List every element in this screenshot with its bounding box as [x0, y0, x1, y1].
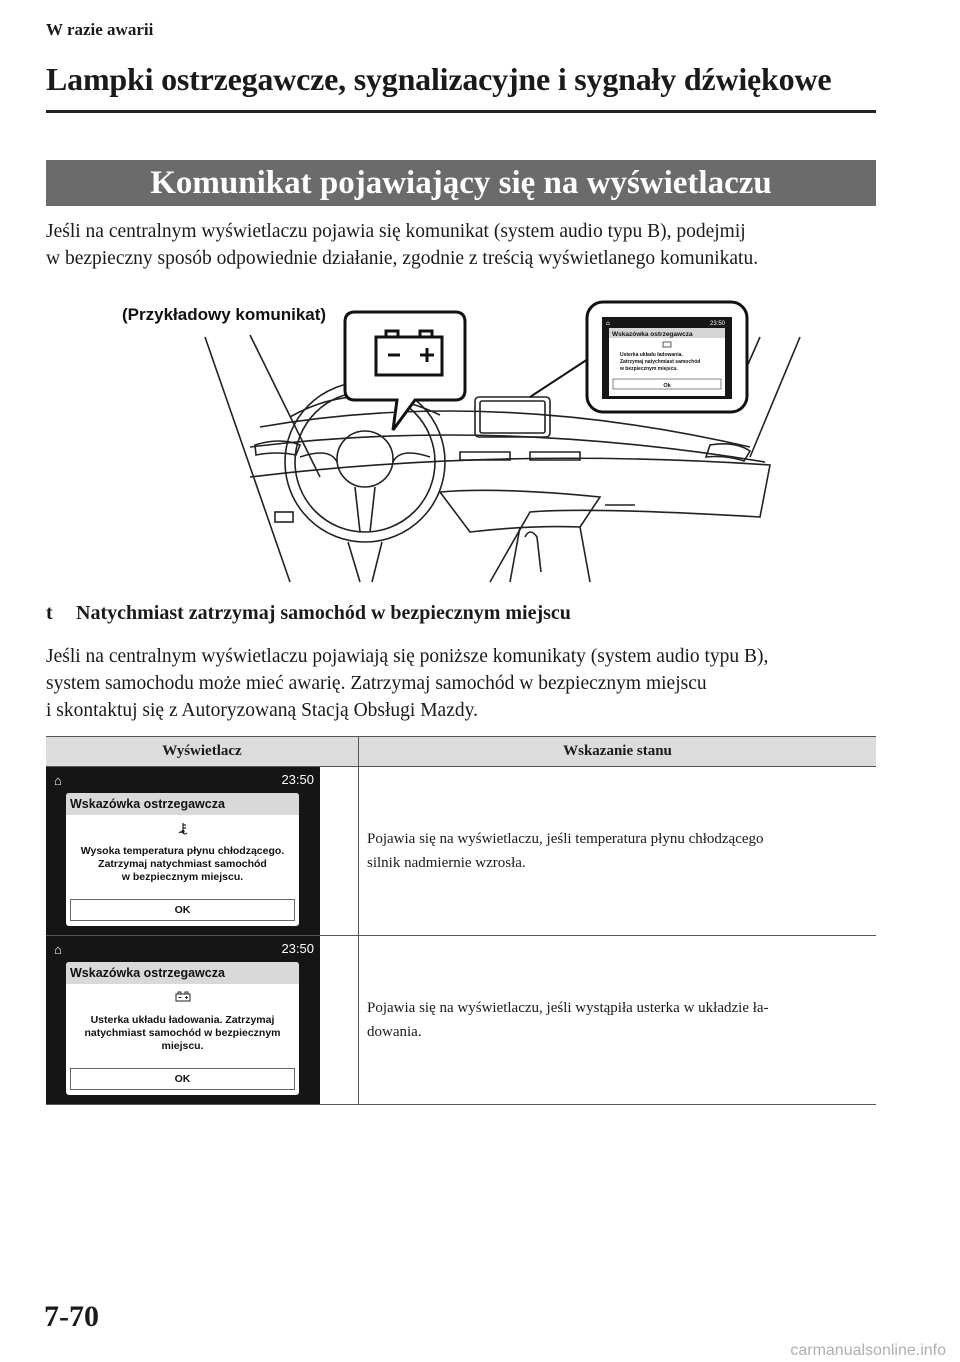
dialog-title: Wskazówka ostrzegawcza — [66, 793, 299, 815]
page-title: Lampki ostrzegawcze, sygnalizacyjne i sygnały dźwiękowe — [46, 61, 832, 97]
display-cell — [46, 767, 359, 936]
dash-top2 — [250, 435, 765, 462]
body-paragraph — [46, 643, 886, 724]
ok-button[interactable]: OK — [70, 1068, 295, 1090]
column-header-status: Wskazanie stanu — [359, 737, 877, 767]
body-line: Jeśli na centralnym wyświetlaczu pojawiają się poniższe komunikaty (system audio typu B), — [46, 646, 769, 667]
status-cell — [359, 936, 877, 1105]
status-line: Pojawia się na wyświetlaczu, jeśli wystąpiła usterka w układzie ła- — [367, 1000, 769, 1016]
intro-line: w bezpieczny sposób odpowiednie działanie, zgodnie z treścią wyświetlanego komunikatu. — [46, 248, 759, 269]
mini-screen-time: 23:50 — [709, 321, 725, 327]
dialog-message — [72, 845, 293, 884]
table-row — [46, 767, 876, 936]
warning-table — [46, 736, 876, 1105]
ok-button[interactable]: OK — [70, 899, 295, 921]
section-banner: Komunikat pojawiający się na wyświetlaczu — [46, 160, 876, 206]
illustration-label: (Przykładowy komunikat) — [122, 305, 327, 324]
mini-panel-title: Wskazówka ostrzegawcza — [612, 331, 693, 338]
status-line: dowania. — [367, 1024, 422, 1040]
steering-spokes — [300, 453, 430, 532]
center-display — [475, 397, 550, 437]
warning-dialog — [66, 962, 299, 1095]
dialog-message — [72, 1014, 293, 1053]
knee-switch — [275, 512, 293, 522]
dialog-message-line: Wysoka temperatura płynu chłodzącego. — [80, 845, 285, 857]
dash-lower — [250, 458, 770, 582]
watermark: carmanualsonline.info — [790, 1342, 946, 1359]
right-pillar — [750, 337, 800, 457]
callout-line — [530, 359, 588, 397]
table-row — [46, 936, 876, 1105]
warning-dialog — [66, 793, 299, 926]
mini-msg-line: Zatrzymaj natychmiast samochód — [620, 359, 701, 365]
status-line: silnik nadmiernie wzrosła. — [367, 855, 526, 871]
page-number: 7-70 — [44, 1300, 99, 1333]
coolant-temperature-icon — [66, 822, 299, 839]
intro-line: Jeśli na centralnym wyświetlaczu pojawia się komunikat (system audio typu B), podejmij — [46, 221, 746, 242]
mini-ok-label: Ok — [663, 383, 671, 389]
status-line: Pojawia się na wyświetlaczu, jeśli temperatura płynu chłodzącego — [367, 831, 764, 847]
dialog-title: Wskazówka ostrzegawcza — [66, 962, 299, 984]
dialog-message-line: natychmiast samochód w bezpiecznym — [84, 1027, 281, 1039]
screen-time: 23:50 — [281, 772, 314, 787]
status-cell — [359, 767, 877, 936]
mini-home-icon: ⌂ — [606, 320, 610, 327]
table-header-row — [46, 737, 876, 767]
steering-column — [348, 542, 382, 582]
glovebox-area — [440, 490, 600, 532]
intro-paragraph — [46, 218, 886, 272]
warning-screen — [46, 936, 320, 1104]
dialog-message-line: miejscu. — [161, 1040, 204, 1052]
center-display-inner — [480, 401, 545, 433]
gear-shift — [525, 532, 541, 572]
screen-time: 23:50 — [281, 941, 314, 956]
dashboard-illustration — [110, 297, 810, 585]
column-header-display: Wyświetlacz — [46, 737, 359, 767]
dialog-message-line: Zatrzymaj natychmiast samochód — [98, 858, 267, 870]
title-rule — [46, 110, 876, 113]
subheading-text: Natychmiast zatrzymaj samochód w bezpiecznym miejscu — [76, 602, 571, 624]
display-cell — [46, 936, 359, 1105]
dialog-message-line: Usterka układu ładowania. Zatrzymaj — [90, 1014, 275, 1026]
body-line: i skontaktuj się z Autoryzowaną Stacją Obsługi Mazdy. — [46, 700, 478, 721]
section-label: W razie awarii — [46, 20, 154, 39]
home-icon: ⌂ — [54, 773, 62, 788]
warning-screen — [46, 767, 320, 935]
dash-top — [260, 411, 750, 447]
mini-msg-line: w bezpiecznym miejscu. — [620, 366, 678, 372]
home-icon: ⌂ — [54, 942, 62, 957]
left-pillar — [205, 337, 290, 582]
console — [510, 527, 590, 582]
body-line: system samochodu może mieć awarię. Zatrzymaj samochód w bezpiecznym miejscu — [46, 673, 707, 694]
bullet-marker: t — [46, 602, 53, 624]
battery-icon — [66, 991, 299, 1005]
callout-bubble-battery — [345, 312, 465, 430]
dialog-message-line: w bezpiecznym miejscu. — [121, 871, 244, 883]
subheading — [46, 602, 571, 625]
mini-msg-line: Usterka układu ładowania. — [620, 352, 683, 358]
steering-wheel-hub — [337, 431, 393, 487]
